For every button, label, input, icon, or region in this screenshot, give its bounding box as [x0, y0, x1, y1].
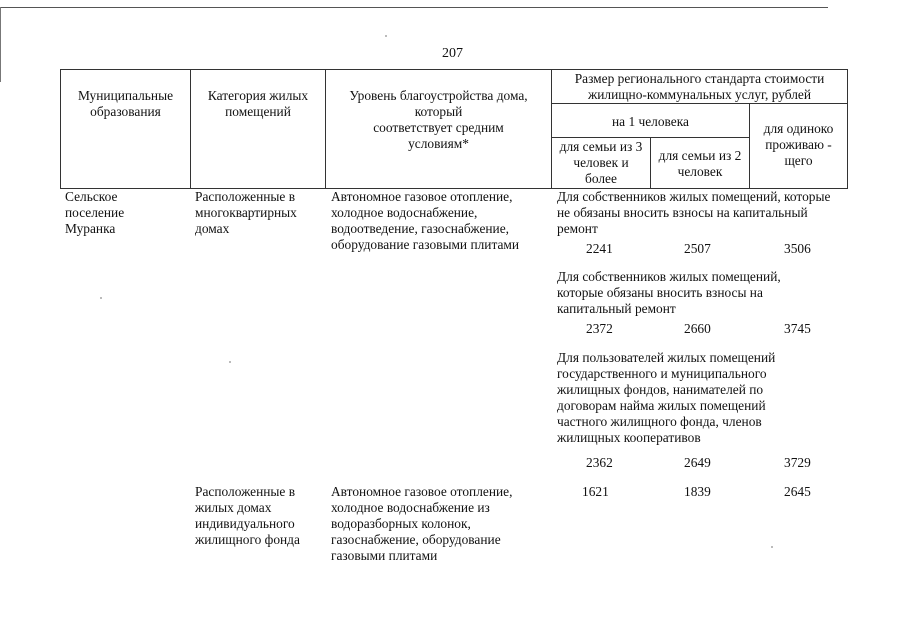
value-row2-family2: 1839: [684, 484, 711, 499]
scan-edge-top: [0, 7, 828, 8]
scan-speck: [771, 546, 773, 548]
municipality-cell: Сельское поселение Муранка: [65, 189, 125, 236]
value-row2-single: 2645: [784, 484, 811, 499]
scan-edge-left: [0, 7, 1, 82]
level-multiapartment: Автономное газовое отопление, холодное водоснабжение, водоотведение, газоснабжение, оборудование газовыми плитами: [331, 189, 520, 252]
value-group2-single: 3745: [784, 321, 811, 336]
group-tenants-users: Для пользователей жилых помещений государственного и муниципального жилищных фондов, нанимателей по договорам найма жилых помещений частного жилищного фонда, членов жилищных кооперативов: [557, 350, 776, 445]
header-category: [190, 69, 326, 189]
header-standard: [551, 69, 848, 104]
scan-speck: [229, 361, 231, 363]
category-individual-houses: Расположенные в жилых домах индивидуального жилищного фонда: [195, 484, 300, 547]
header-level-label-1: Уровень благоустройства дома, который: [349, 88, 528, 119]
value-group1-family3: 2241: [586, 241, 613, 256]
value-group3-single: 3729: [784, 455, 811, 470]
value-group3-family3: 2362: [586, 455, 613, 470]
header-family-2-label: для семьи из 2 человек: [658, 148, 742, 179]
header-per-person-label: на 1 человека: [612, 114, 689, 129]
header-family-3: [551, 137, 651, 189]
level-individual-houses: Автономное газовое отопление, холодное водоснабжение из водоразборных колонок, газоснабжение, оборудование газовыми плитами: [331, 484, 513, 563]
value-group1-family2: 2507: [684, 241, 711, 256]
header-municipality-label: Муниципальные образования: [77, 88, 174, 119]
header-family-3-label: для семьи из 3 человек и более: [559, 139, 643, 186]
header-per-person: [551, 103, 750, 138]
value-group2-family3: 2372: [586, 321, 613, 336]
value-group2-family2: 2660: [684, 321, 711, 336]
group-owners-capital-repair: Для собственников жилых помещений, которые обязаны вносить взносы на капитальный ремонт: [557, 269, 781, 316]
header-municipality: [60, 69, 191, 189]
header-family-2: [650, 137, 750, 189]
header-single: [749, 103, 848, 189]
value-group3-family2: 2649: [684, 455, 711, 470]
header-single-label: для одиноко проживаю - щего: [763, 121, 834, 168]
category-multiapartment: Расположенные в многоквартирных домах: [195, 189, 297, 236]
page-number: 207: [442, 46, 463, 61]
scan-speck: [100, 297, 102, 299]
header-level: [325, 69, 552, 189]
value-row2-family3: 1621: [582, 484, 609, 499]
group-owners-no-capital-repair: Для собственников жилых помещений, которые не обязаны вносить взносы на капитальный ремонт: [557, 189, 831, 236]
header-category-label: Категория жилых помещений: [207, 88, 309, 119]
header-level-label-2: соответствует средним условиям*: [373, 120, 504, 151]
value-group1-single: 3506: [784, 241, 811, 256]
scan-speck: [385, 35, 387, 37]
header-standard-label: Размер регионального стандарта стоимости жилищно-коммунальных услуг, рублей: [574, 71, 825, 102]
